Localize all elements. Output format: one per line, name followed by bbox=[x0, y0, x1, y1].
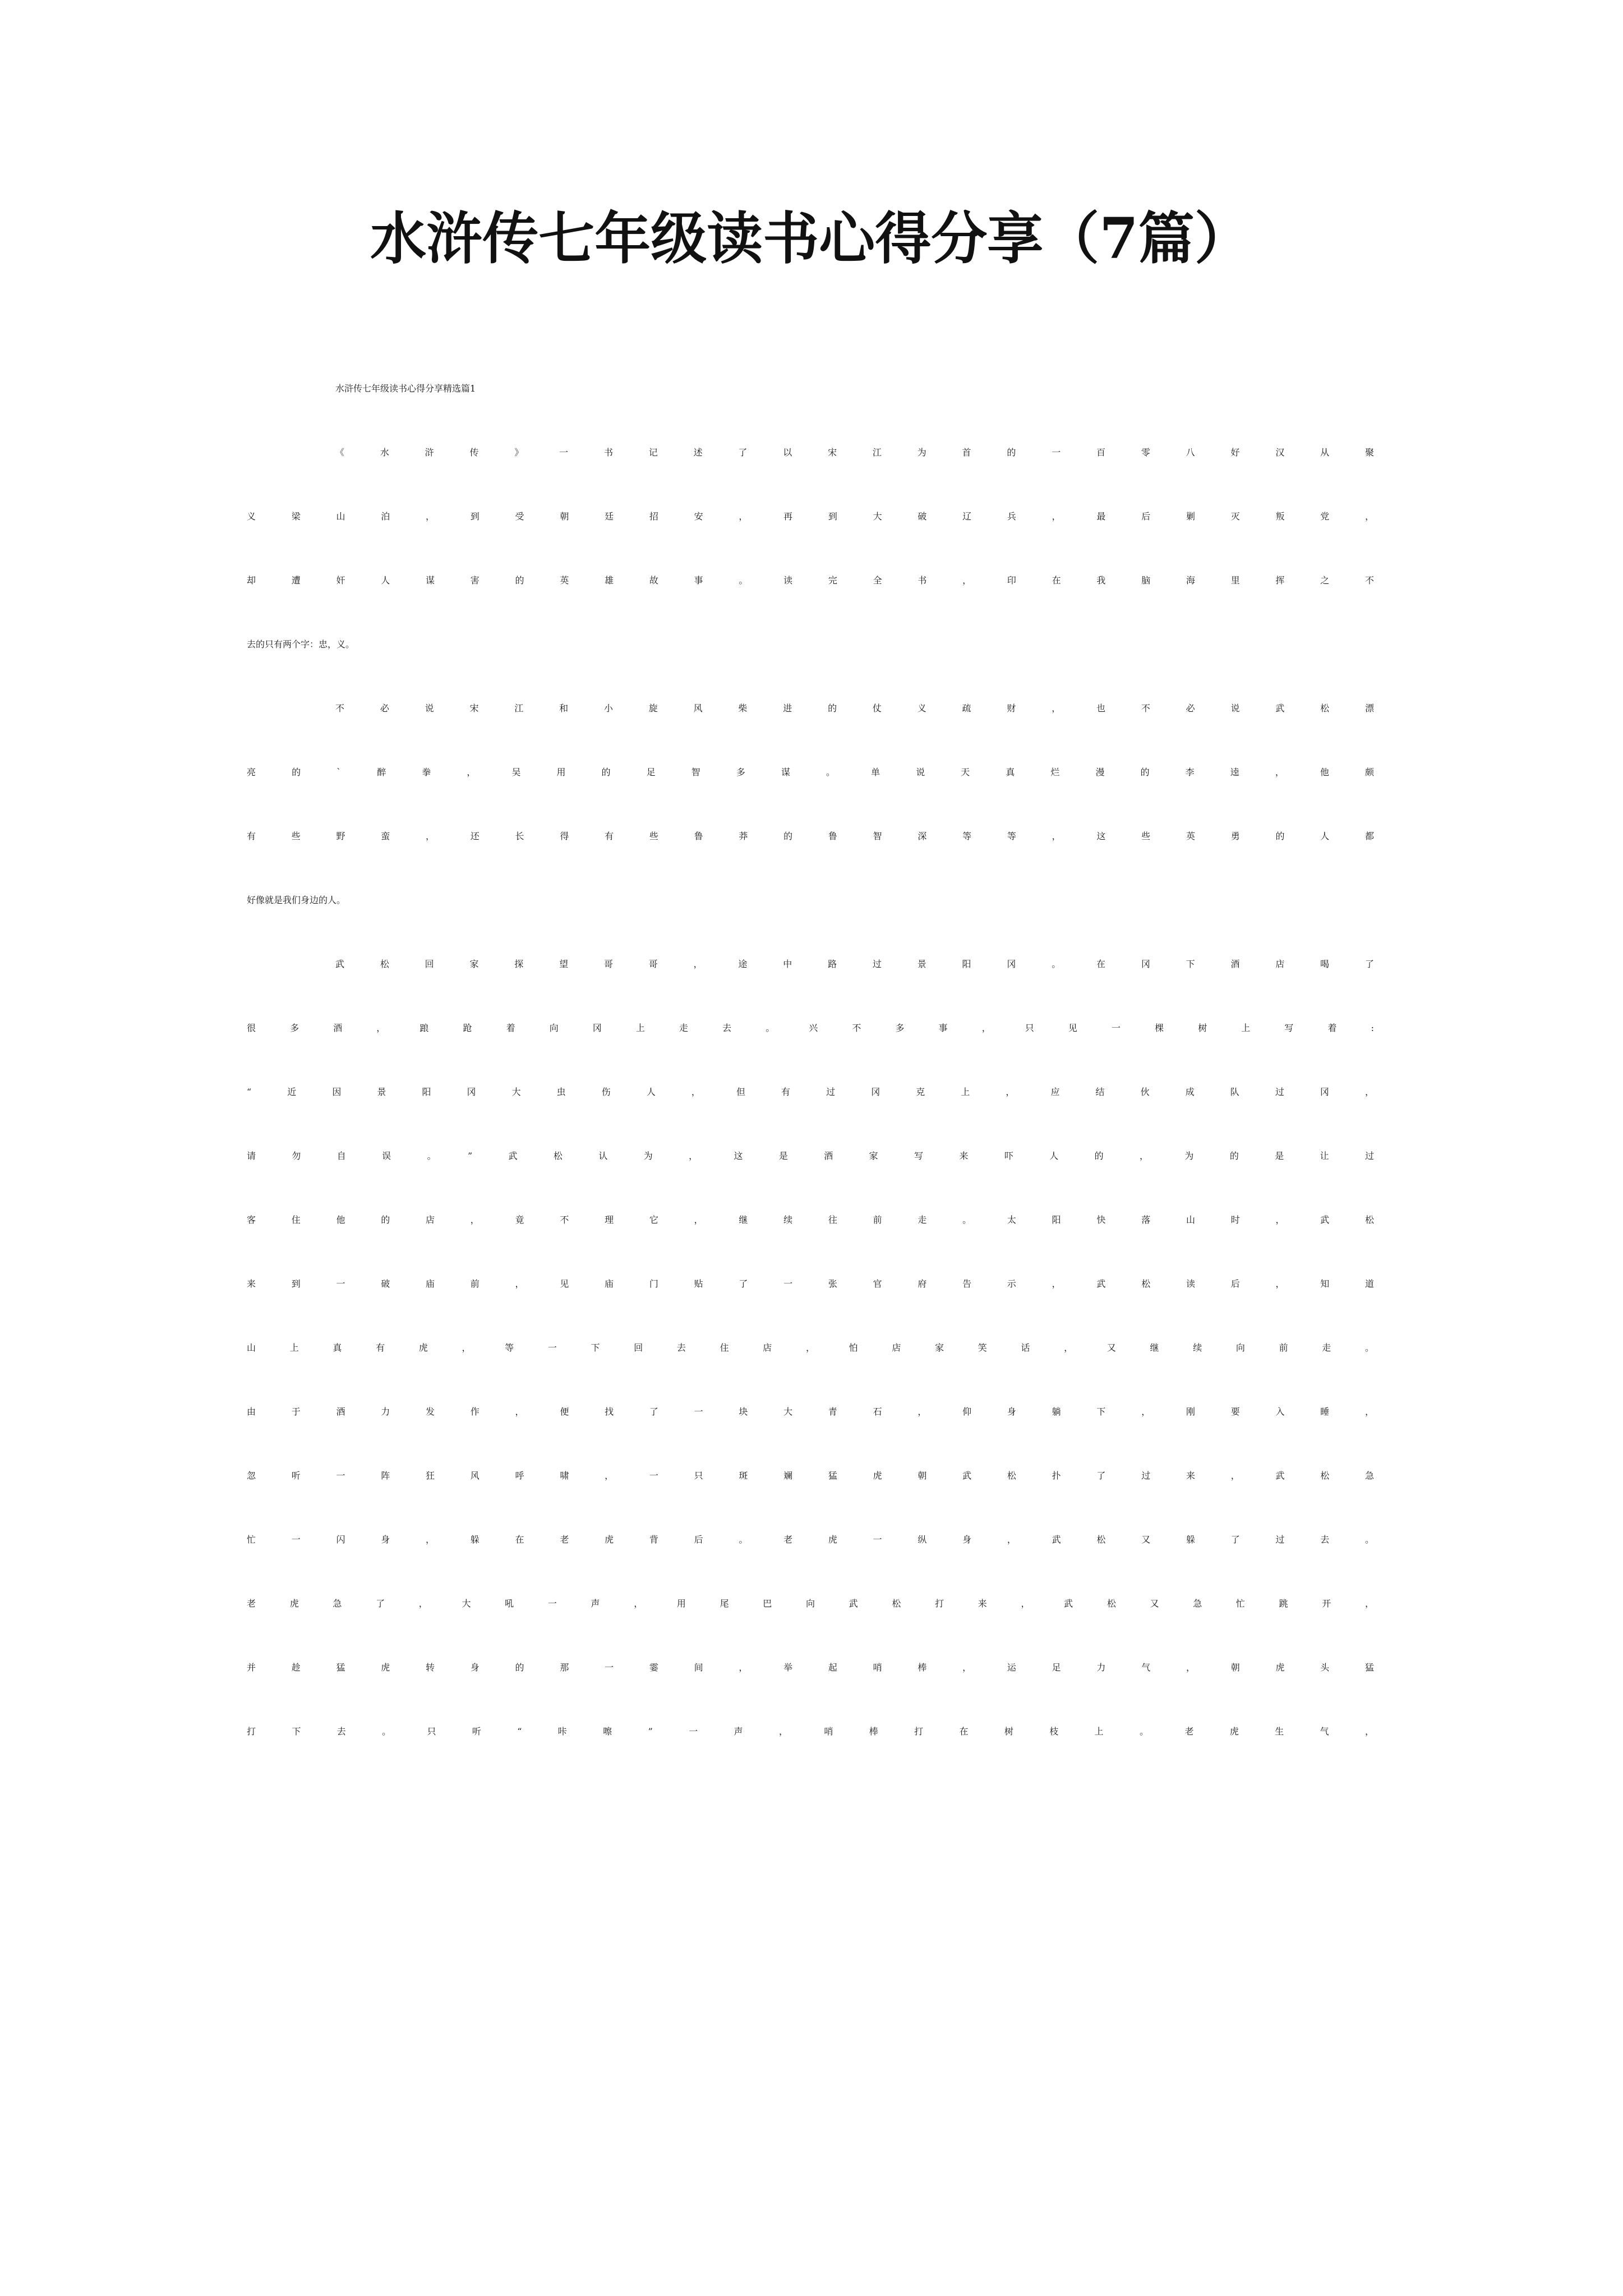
text-line: 打下去。只听“咔嚓”一声，哨棒打在树枝上。老虎生气， bbox=[247, 1726, 1374, 1737]
text-line: 水浒传七年级读书心得分享精选篇1 bbox=[335, 383, 476, 394]
text-line: 《水浒传》一书记述了以宋江为首的一百零八好汉从聚 bbox=[335, 447, 1374, 458]
text-line: 武松回家探望哥哥，途中路过景阳冈。在冈下酒店喝了 bbox=[335, 959, 1374, 969]
text-line: 忽听一阵狂风呼啸，一只斑斓猛虎朝武松扑了过来，武松急 bbox=[247, 1470, 1374, 1481]
text-line: 山上真有虎，等一下回去住店，怕店家笑话，又继续向前走。 bbox=[247, 1342, 1374, 1353]
text-line: 亮的`醉拳，吴用的足智多谋。单说天真烂漫的李逵，他颇 bbox=[247, 767, 1374, 777]
text-line: 客住他的店，竟不理它，继续往前走。太阳快落山时，武松 bbox=[247, 1214, 1374, 1225]
text-line: 不必说宋江和小旋风柴进的仗义疏财，也不必说武松漂 bbox=[335, 703, 1374, 714]
text-line: 请勿自误。”武松认为，这是酒家写来吓人的，为的是让过 bbox=[247, 1151, 1374, 1161]
text-line: 忙一闪身，躲在老虎背后。老虎一纵身，武松又躲了过去。 bbox=[247, 1534, 1374, 1545]
text-line: 并趁猛虎转身的那一霎间，举起哨棒，运足力气，朝虎头猛 bbox=[247, 1662, 1374, 1673]
text-line: 来到一破庙前，见庙门贴了一张官府告示，武松读后，知道 bbox=[247, 1278, 1374, 1289]
text-line: 老虎急了，大吼一声，用尾巴向武松打来，武松又急忙跳开， bbox=[247, 1598, 1374, 1609]
text-line: 由于酒力发作，便找了一块大青石，仰身躺下，刚要入睡， bbox=[247, 1406, 1374, 1417]
text-line: 却遭奸人谋害的英雄故事。读完全书，印在我脑海里挥之不 bbox=[247, 575, 1374, 586]
text-line: “近因景阳冈大虫伤人，但有过冈克上，应结伙成队过冈， bbox=[247, 1087, 1374, 1097]
text-line: 有些野蛮，还长得有些鲁莽的鲁智深等等，这些英勇的人都 bbox=[247, 831, 1374, 841]
text-line: 很多酒，踉跄着向冈上走去。兴不多事，只见一棵树上写着: bbox=[247, 1023, 1374, 1033]
document-body bbox=[247, 381, 1374, 1788]
document-title: 水浒传七年级读书心得分享（7篇） bbox=[370, 205, 1251, 272]
text-line: 义梁山泊，到受朝廷招安，再到大破辽兵，最后剿灭叛党， bbox=[247, 511, 1374, 522]
text-line: 去的只有两个字：忠，义。 bbox=[247, 639, 355, 650]
text-line: 好像就是我们身边的人。 bbox=[247, 895, 346, 905]
